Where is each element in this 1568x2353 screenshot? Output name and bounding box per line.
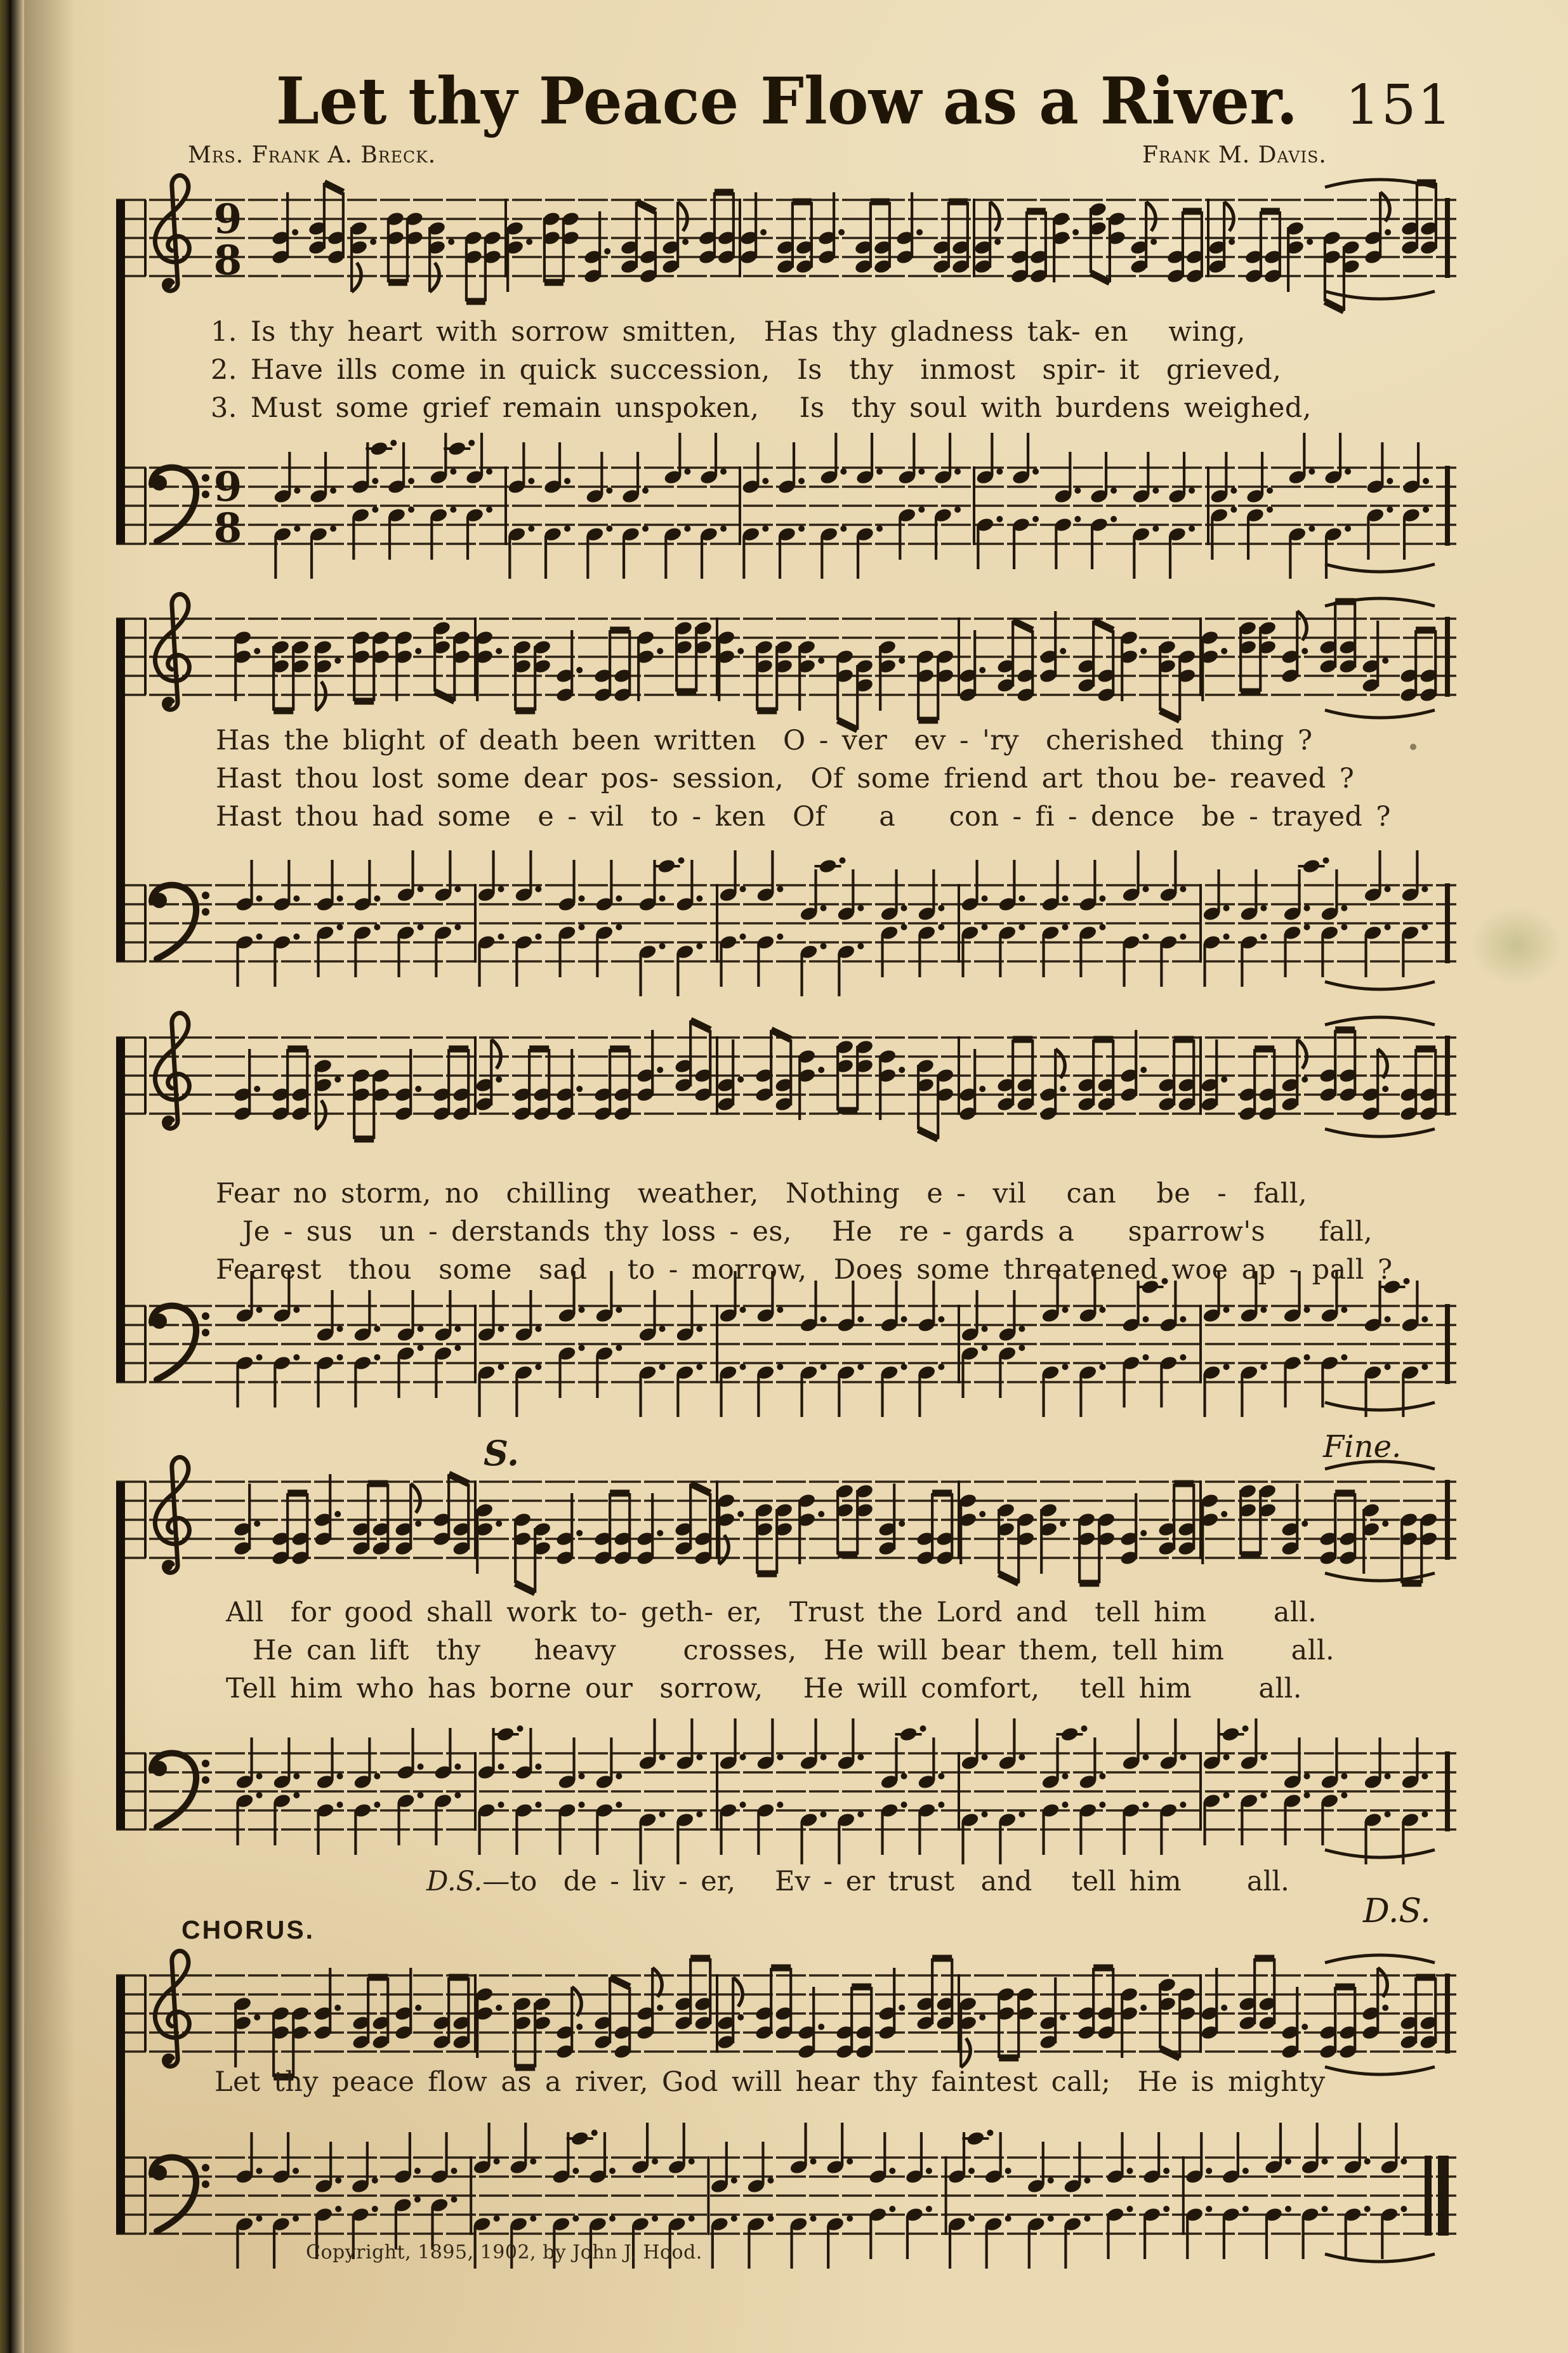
- verse-line: Hast thou lost some dear pos- session, Of some friend art thou be- reaved ?: [216, 763, 1355, 794]
- verse-line: 3. Must some grief remain unspoken, Is thy soul with burdens weighed,: [211, 392, 1312, 424]
- fine-marking: Fine.: [1323, 1429, 1402, 1465]
- system-barline-3: [116, 1038, 125, 1382]
- verse-line: All for good shall work to- geth- er, Trust the Lord and tell him all.: [226, 1597, 1317, 1628]
- verse-line: Has the blight of death been written O - ver ev - 'ry cherished thing ?: [216, 725, 1313, 756]
- gutter-shadow: [24, 0, 75, 2353]
- verse-line: Hast thou had some e - vil to - ken Of a con - fi - dence be - trayed ?: [216, 801, 1391, 833]
- system-barline-1: [116, 200, 125, 544]
- verse-line: Tell him who has borne our sorrow, He will comfort, tell him all.: [226, 1673, 1302, 1704]
- staff-system-1-treble: [116, 149, 1456, 339]
- print-speck: [1410, 744, 1416, 750]
- hymn-number: 151: [1345, 74, 1454, 137]
- hymn-title: Let thy Peace Flow as a River.: [275, 63, 1298, 139]
- book-binding-edge: [0, 0, 24, 2353]
- verse-line: Fear no storm, no chilling weather, Nothing e - vil can be - fall,: [216, 1178, 1308, 1209]
- copyright-notice: Copyright, 1895, 1902, by John J. Hood.: [306, 2241, 702, 2264]
- verse-line: Fearest thou some sad to - morrow, Does some threatened woe ap - pall ?: [216, 1254, 1393, 1286]
- ds-lyric-line: [426, 1866, 1289, 1897]
- verse-line: Je - sus un - derstands thy loss - es, He re - gards a sparrow's fall,: [216, 1216, 1373, 1248]
- system-barline-5: [116, 1975, 125, 2234]
- composer-credit: Frank M. Davis.: [1142, 142, 1327, 168]
- svg-text:9: 9: [213, 195, 242, 243]
- svg-text:8: 8: [213, 237, 242, 284]
- chorus-label: CHORUS.: [181, 1915, 315, 1944]
- ink-bleed-smudge: [1472, 907, 1561, 984]
- staff-system-4-bass: [116, 1703, 1456, 1893]
- system-barline-2: [116, 619, 125, 961]
- verse-line: He can lift thy heavy crosses, He will bear them, tell him all.: [226, 1635, 1335, 1666]
- ds-sign: D.S.: [1363, 1892, 1431, 1930]
- staff-system-chorus-bass: [116, 2107, 1456, 2297]
- lyricist-credit: Mrs. Frank A. Breck.: [188, 142, 437, 168]
- segno-sign: S.: [484, 1433, 519, 1473]
- svg-text:9: 9: [213, 463, 242, 511]
- staff-system-4-treble: [116, 1431, 1456, 1621]
- chorus-lyric-line: Let thy peace flow as a river, God will hear thy faintest call; He is mighty: [214, 2066, 1326, 2098]
- staff-system-3-treble: [116, 987, 1456, 1177]
- verse-line: 2. Have ills come in quick succession, Is thy inmost spir- it grieved,: [211, 354, 1282, 386]
- ds-lyric-text: to de - liv - er, Ev - er trust and tell him all.: [510, 1866, 1289, 1897]
- ds-prefix: D.S.—: [426, 1866, 510, 1897]
- verse-line: 1. Is thy heart with sorrow smitten, Has thy gladness tak- en wing,: [211, 316, 1246, 348]
- svg-text:8: 8: [213, 504, 242, 552]
- system-barline-4: [116, 1482, 125, 1829]
